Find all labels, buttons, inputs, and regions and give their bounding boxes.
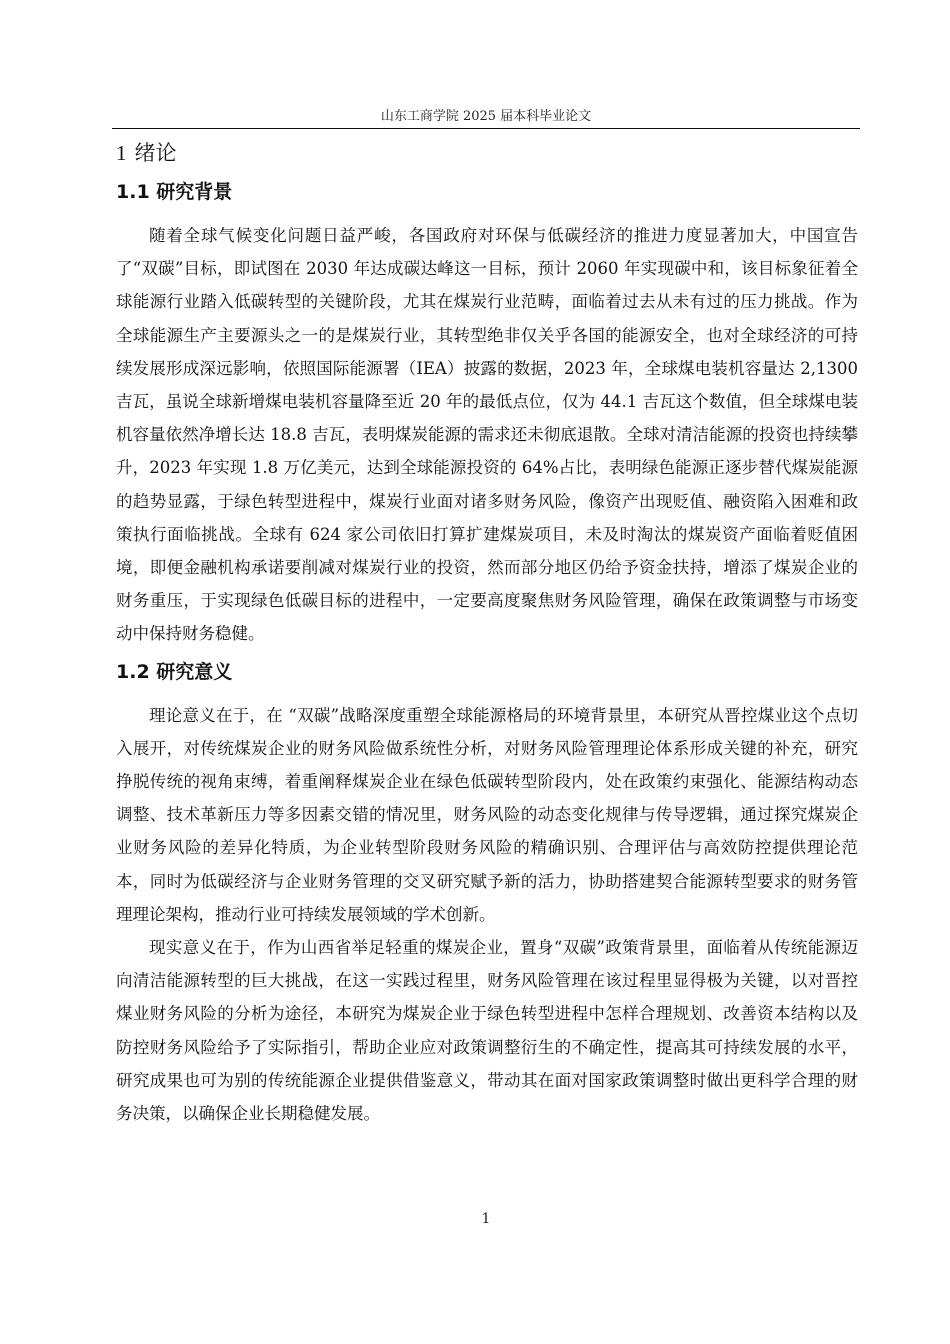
section-title-significance: 1.2 研究意义: [116, 660, 233, 683]
chapter-number: 1: [116, 141, 127, 165]
chapter-title: [116, 138, 858, 168]
paragraph-theoretical-significance: 理论意义在于，在 “双碳”战略深度重塑全球能源格局的环境背景里，本研究从晋控煤业这个点切入展开，对传统煤炭企业的财务风险做系统性分析，对财务风险管理理论体系形成关键的补充，研究挣脱传统的视角束缚，着重阐释煤炭企业在绿色低碳转型阶段内，处在政策约束强化、能源结构动态调整、技术革新压力等多因素交错的情况里，财务风险的动态变化规律与传导逻辑，通过探究煤炭企业财务风险的差异化特质，为企业转型阶段财务风险的精确识别、合理评估与高效防控提供理论范本，同时为低碳经济与企业财务管理的交叉研究赋予新的活力，协助搭建契合能源转型要求的财务管理理论架构，推动行业可持续发展领域的学术创新。: [116, 705, 858, 924]
page-content: [116, 138, 858, 1130]
header-rule: [112, 128, 860, 129]
running-header: 山东工商学院 2025 届本科毕业论文: [380, 109, 592, 124]
paragraph-background: 随着全球气候变化问题日益严峻，各国政府对环保与低碳经济的推进力度显著加大，中国宣告了“双碳”目标，即试图在 2030 年达成碳达峰这一目标，预计 2060 年实现碳中和，该目标象征着全球能源行业踏入低碳转型的关键阶段，尤其在煤炭行业范畴，面临着过去从未有过的压力挑战。作为全球能源生产主要源头之一的是煤炭行业，其转型绝非仅关乎各国的能源安全，也对全球经济的可持续发展形成深远影响，依照国际能源署（IEA）披露的数据，2023 年，全球煤电装机容量达 2,1300 吉瓦，虽说全球新增煤电装机容量降至近 20 年的最低点位，仅为 44.1 吉瓦这个数值，但全球煤电装机容量依然净增长达 18.8 吉瓦，表明煤炭能源的需求还未彻底退散。全球对清洁能源的投资也持续攀升，2023 年实现 1.8 万亿美元，达到全球能源投资的 64%占比，表明绿色能源正逐步替代煤炭能源的趋势显露，于绿色转型进程中，煤炭行业面对诸多财务风险，像资产出现贬值、融资陷入困难和政策执行面临挑战。全球有 624 家公司依旧打算扩建煤炭项目，未及时淘汰的煤炭资产面临着贬值困境，即便金融机构承诺要削减对煤炭行业的投资，然而部分地区仍给予资金扶持，增添了煤炭企业的财务重压，于实现绿色低碳目标的进程中，一定要高度聚焦财务风险管理，确保在政策调整与市场变动中保持财务稳健。: [116, 226, 858, 644]
page-number: 1: [481, 1211, 491, 1227]
section-title-background: 1.1 研究背景: [116, 181, 233, 203]
chapter-title-text: 绪论: [134, 141, 177, 165]
paragraph-practical-significance: 现实意义在于，作为山西省举足轻重的煤炭企业，置身“双碳”政策背景里，面临着从传统能源迈向清洁能源转型的巨大挑战，在这一实践过程里，财务风险管理在该过程里显得极为关键，以对晋控煤业财务风险的分析为途径，本研究为煤炭企业于绿色转型进程中怎样合理规划、改善资本结构以及防控财务风险给予了实际指引，帮助企业应对政策调整衍生的不确定性，提高其可持续发展的水平，研究成果也可为别的传统能源企业提供借鉴意义，带动其在面对国家政策调整时做出更科学合理的财务决策，以确保企业长期稳健发展。: [116, 938, 858, 1124]
